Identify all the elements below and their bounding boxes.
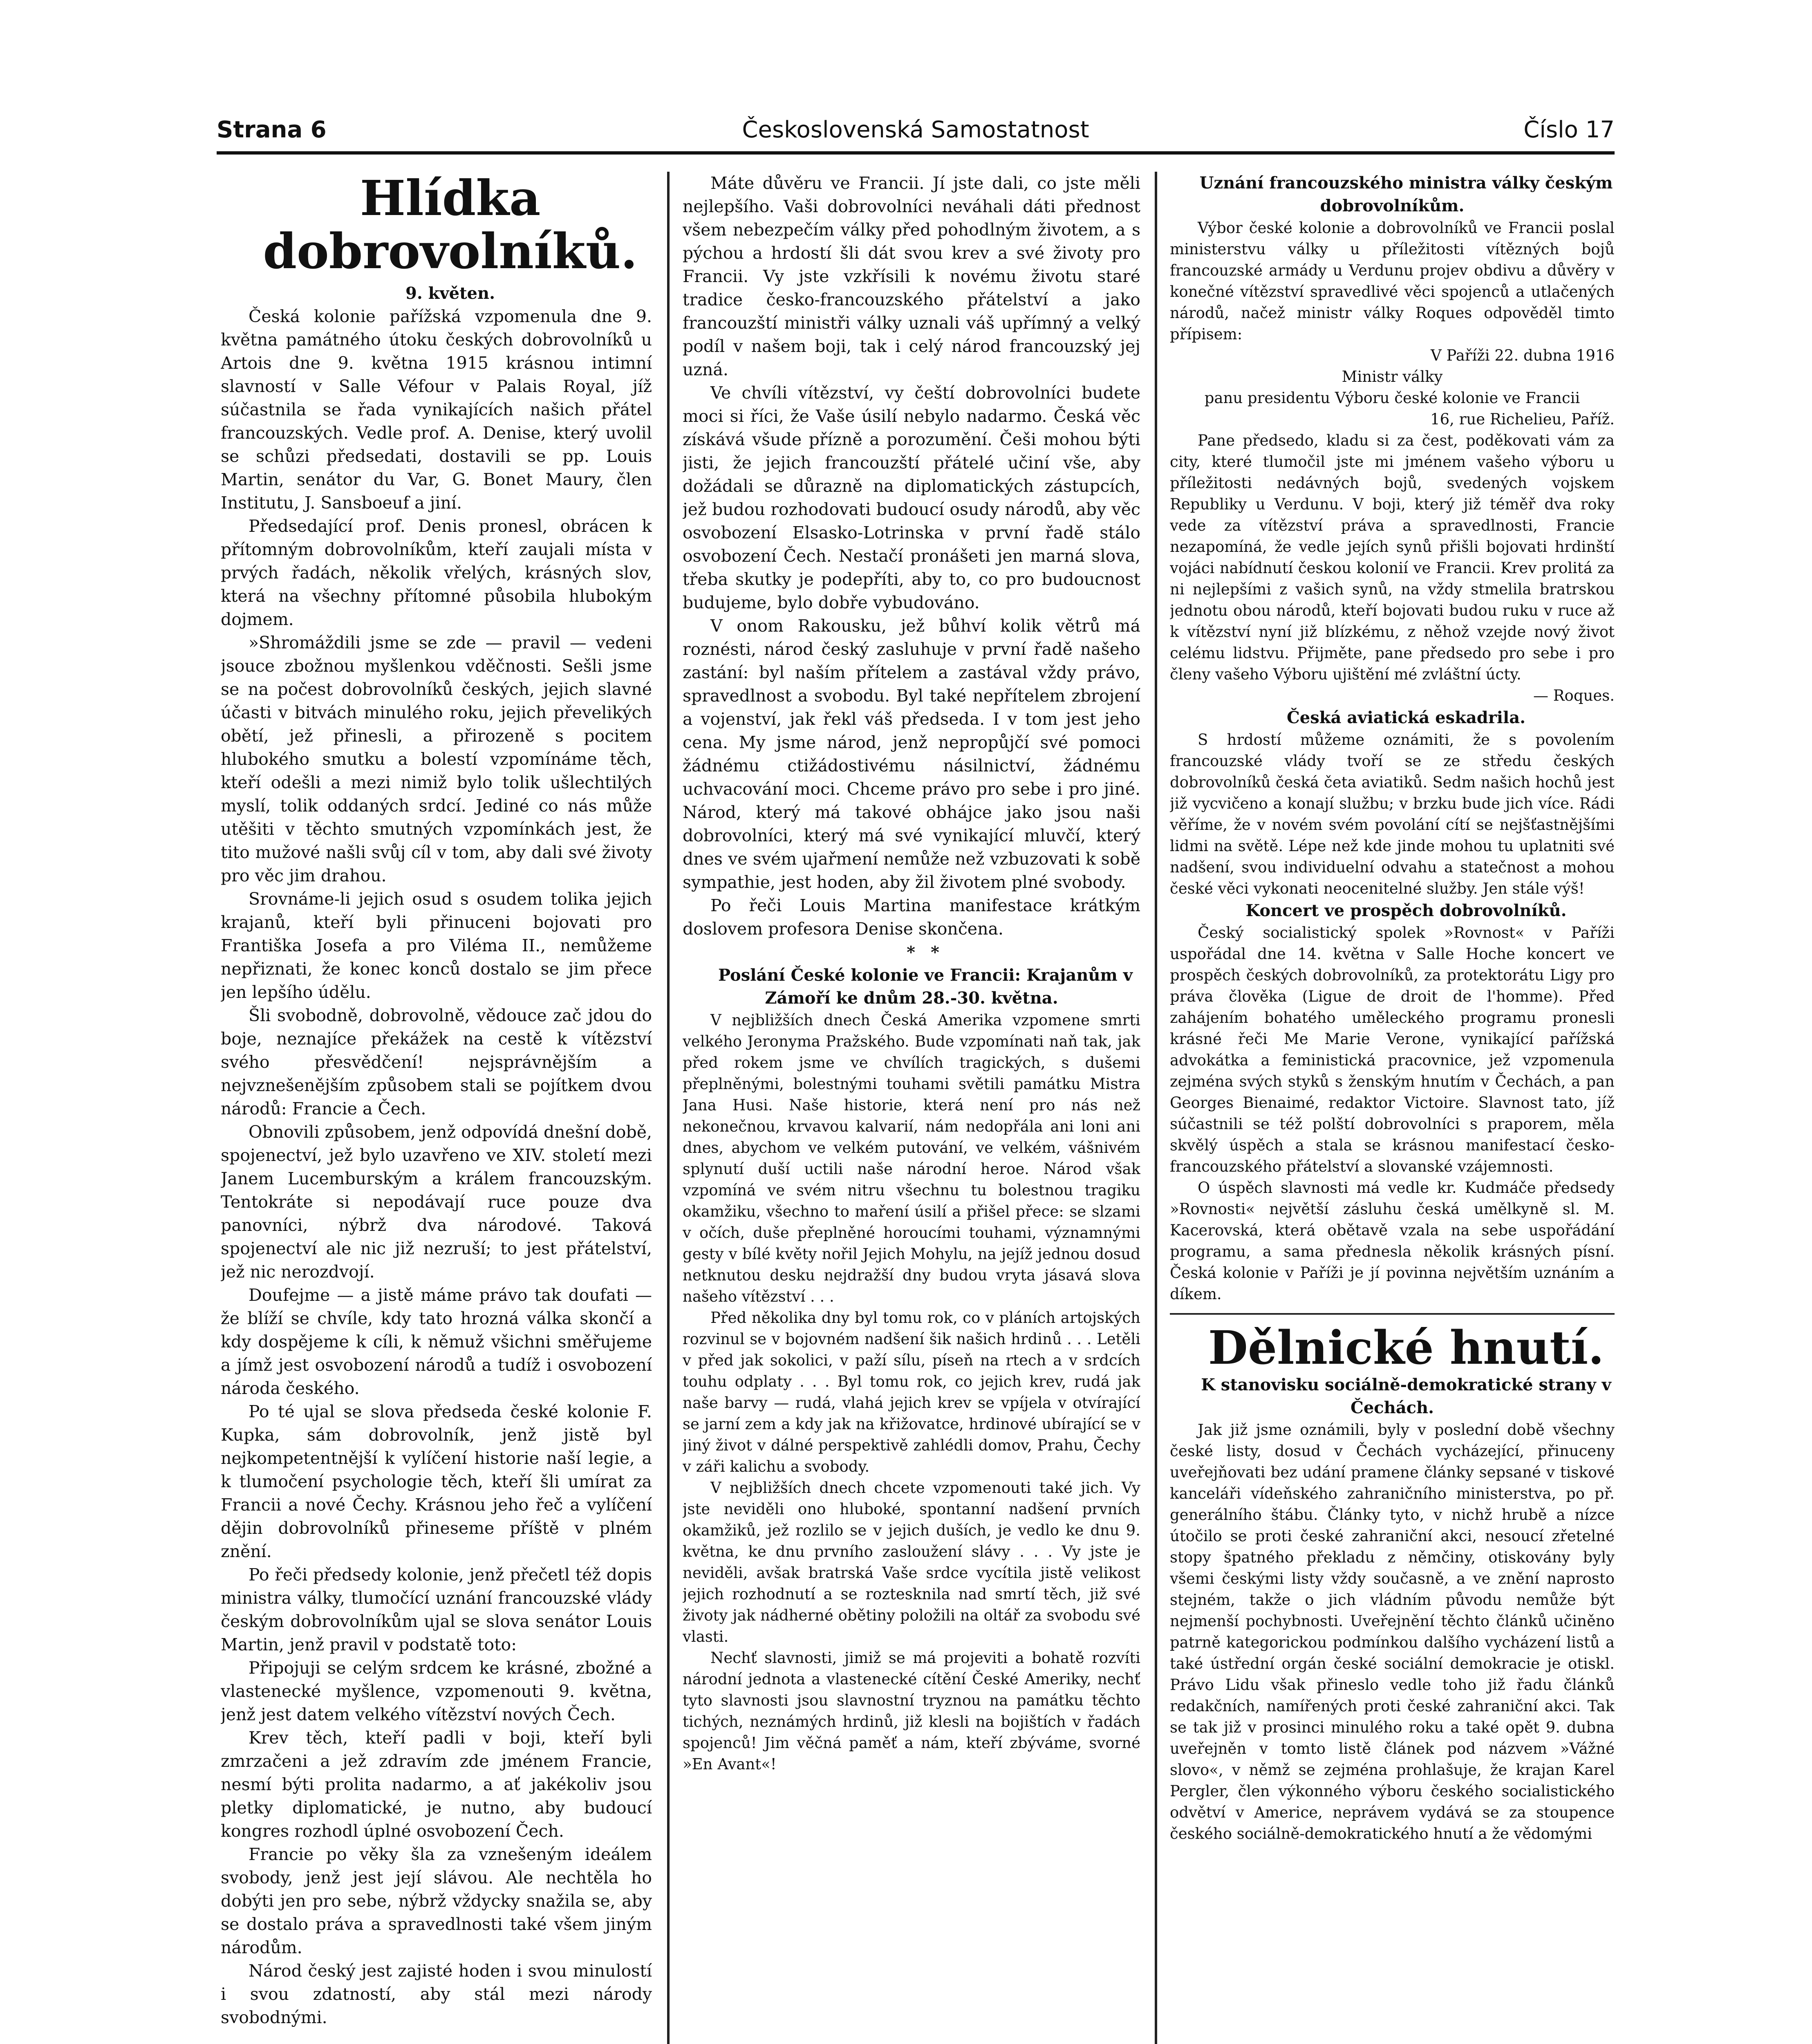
paragraph: Před několika dny byl tomu rok, co v pláních artojských rozvinul se v bojovném nadšení šik našich hrdinů . . . Letěli v před jak sokolici, v paží sílu, píseň na rtech a v srdcích touhu odplaty . . . Byl tomu rok, co jejich krev, rudá jak naše barvy — rudá, vlahá jejich krev se vpíjela v otvírající se jarní zem a kdy jak na křižovatce, hrdinové ubírající se v jiný život v dálné perspektivě zahlédli domov, Prahu, Čechy v záři kalichu a svobody. bbox=[683, 1309, 1140, 1475]
column-1 bbox=[221, 172, 652, 2044]
paragraph: Srovnáme-li jejich osud s osudem tolika jejich krajanů, kteří byli přinuceni bojovati pro Františka Josefa a pro Viléma II., nemůžeme nepřiznati, že konec konců dostalo se jim přece jen lepšího údělu. bbox=[221, 889, 652, 1002]
paragraph: Máte důvěru ve Francii. Jí jste dali, co jste měli nejlepšího. Vaši dobrovolníci neváhali dáti přednost všem nebezpečím války před pohodlným životem, a s pýchou a hrdostí šli dát svou krev a své životy pro Francii. Vy jste vzkřísili k novému životu staré tradice česko-francouzského přátelství a jako francouzští ministři války uznali váš upřímný a velký podíl v našem boji, tak i celý národ francouzský jej uzná. bbox=[683, 173, 1140, 379]
column-2 bbox=[683, 172, 1140, 2044]
paragraph: V nejbližších dnech chcete vzpomenouti také jich. Vy jste neviděli ono hluboké, spontanní nadšení prvních okamžiků, jež rozlilo se v jejich duších, je vedlo ke dnu 9. května, ke dnu prvního zasloužení slávy . . . Vy jste je neviděli, avšak bratrská Vaše srdce vycítila jistě velikost jejich rozhodnutí a se roztesknila nad smrtí těch, již své životy jak nádherné obětiny položili na oltář za svobodu své vlasti. bbox=[683, 1479, 1140, 1645]
paragraph: V nejbližších dnech Česká Amerika vzpomene smrti velkého Jeronyma Pražského. Bude vzpomínati naň tak, jak před rokem jsme ve chvílích tragických, s dušemi přeplněnými, bolestnými touhami světili památku Mistra Jana Husi. Naše historie, která není pro nás než nekonečnou, krvavou kalvarií, nám nedopřála ani loni ani dnes, abychom ve velkém putování, ve velkém, vášnivém splynutí duší uctili naše národní heroe. Národ však vzpomíná ve svém nitru všechnu tu bolestnou tragiku okamžiku, všechno to maření úsilí a přišel přece: se slzami v očích, duše přeplněné horoucími touhami, významnými gesty v bílé květy nořil Jejich Mohylu, na jejíž jednou dosud netknutou desku nejdražší dny budou vryta jásavá slova našeho vítězství . . . bbox=[683, 1011, 1140, 1305]
paragraph: Předsedající prof. Denis pronesl, obrácen k přítomným dobrovolníkům, kteří zaujali místa v prvých řadách, několik vřelých, krásných slov, která na všechny přítomné působila hlubokým dojmem. bbox=[221, 516, 652, 629]
paragraph: O úspěch slavnosti má vedle kr. Kudmáče předsedy »Rovnosti« největší zásluhu česká umělkyně sl. M. Kacerovská, která obětavě vzala na sebe uspořádání programu, a sama přednesla několik krásných písní. Česká kolonie v Paříži je jí povinna největším uznáním a díkem. bbox=[1170, 1179, 1615, 1303]
paragraph: Výbor české kolonie a dobrovolníků ve Francii poslal ministerstvu války u příležitosti vítězných bojů francouzské armády u Verdunu projev obdivu a důvěry v konečné vítězství spravedlivé věci spojenců a utlačených národů, načež ministr války Roques odpověděl timto přípisem: bbox=[1170, 219, 1615, 343]
paragraph: Připojuji se celým srdcem ke krásné, zbožné a vlastenecké myšlence, vzpomenouti 9. května, jenž jest datem velkého vítězství nových Čech. bbox=[221, 1658, 652, 1724]
article-title-line1: Hlídka bbox=[360, 172, 541, 226]
section-title: Uznání francouzského ministra války českým dobrovolníkům. bbox=[1199, 173, 1613, 215]
paragraph: Jak již jsme oznámili, byly v poslední době všechny české listy, dosud v Čechách vycházející, přinuceny uveřejňovati bez udání pramene články sepsané v tiskové kanceláři vídeňského zahraničního ministerstva, po př. generálního štábu. Články tyto, v nichž hrubě a nízce útočilo se proti české zahraniční akci, nesoucí zřetelné stopy špatného překladu z němčiny, otiskovány byly všemi českými listy vždy současně, a ve znění naprosto stejném, takže o jich vládním původu nemůže být nejmenší pochybnosti. Uveřejnění těchto článků učiněno patrně kategorickou podmínkou dalšího vycházení listů a také ústřední orgán české sociální demokracie je otiskl. Právo Lidu však přineslo vedle toho již řadu článků redakčních, namířených proti české zahraniční akci. Tak se tak již v prosinci minulého roku a také opět 9. dubna uveřejněn v tomto listě článek pod názvem »Vážné slovo«, v němž se zejména prohlašuje, že krajan Karel Pergler, člen výkonného výboru českého socialistického odvětví v Americe, neprávem vydává se za stoupence českého sociálně-demokratického hnutí a že vědomými bbox=[1170, 1421, 1615, 1842]
column-3 bbox=[1170, 172, 1615, 2044]
letter-signature: — Roques. bbox=[1533, 687, 1615, 704]
letter-place-date: V Paříži 22. dubna 1916 bbox=[1431, 347, 1615, 364]
letter-address: panu presidentu Výboru české kolonie ve Francii bbox=[1204, 389, 1580, 407]
letter-address: 16, rue Richelieu, Paříž. bbox=[1430, 410, 1615, 428]
section-title: Poslání České kolonie ve Francii: Krajanům v Zámoří ke dnům 28.-30. května. bbox=[718, 966, 1133, 1008]
page-number: Strana 6 bbox=[217, 117, 327, 143]
header-rule bbox=[217, 151, 1615, 155]
paragraph: Francie po věky šla za vznešeným ideálem svobody, jenž jest její slávou. Ale nechtěla ho dobýti jen pro sebe, nýbrž vždycky snažila se, aby se dostalo práva a spravedlnosti také všem jiným národům. bbox=[221, 1845, 652, 1957]
paragraph: »Shromáždili jsme se zde — pravil — vedeni jsouce zbožnou myšlenkou vděčnosti. Sešli jsme se na počest dobrovolníků českých, jejich slavné účasti v bitvách minulého roku, jejich převelikých obětí, jež přinesli, a přirozeně s pocitem hlubokého smutku a bolestí vzpomínáme těch, kteří odešli a mezi nimiž bylo tolik ušlechtilých myslí, tolik oddaných srdcí. Jediné co nás může utěšiti v těchto smutných vzpomínkách jest, že tito mužové našli svůj cíl v tom, aby dali své životy pro věc jim drahou. bbox=[221, 633, 652, 885]
column-divider bbox=[667, 172, 670, 2044]
newspaper-name: Československá Samostatnost bbox=[742, 117, 1089, 143]
paragraph: Česká kolonie pařížská vzpomenula dne 9. května památného útoku českých dobrovolníků u Artois dne 9. května 1915 krásnou intimní slavností v Salle Véfour v Palais Royal, jíž súčastnila se řada vynikajících našich přátel francouzských. Vedle prof. A. Denise, který uvolil se schůzi předsedati, dostavili se pp. Louis Martin, senátor du Var, G. Bonet Maury, člen Institutu, J. Sansboeuf a jiní. bbox=[221, 307, 652, 513]
paragraph: S hrdostí můžeme oznámiti, že s povolením francouzské vlády tvoří se ze středu českých dobrovolníků česká četa aviatiků. Sedm našich hochů jest již vycvičeno a konají službu; v brzku bude jich více. Rádi věříme, že v novém svém povolání cítí se nejšťastnějšími lidmi na světě. Lépe než kde jinde mohou tu uplatniti své nadšení, svou individuelní odvahu a statečnost a mohou české věci vykonati neocenitelné služby. Jen stále výš! bbox=[1170, 731, 1615, 897]
section-rule bbox=[1170, 1313, 1615, 1315]
page-header bbox=[217, 117, 1615, 149]
article-date: 9. květen. bbox=[405, 284, 495, 303]
paragraph: V onom Rakousku, jež bůhví kolik větrů má roznésti, národ český zasluhuje v první řadě našeho zastání: byl naším přítelem a zastával vždy právo, spravedlnost a svobodu. Byl také nepřítelem zbrojení a vojenství, jak řekl váš předseda. I v tom jest jeho cena. My jsme národ, jenž nepropůjčí své pomoci žádnému ctižádostivému násilnictví, žádnému uchvacování moci. Chceme právo pro sebe i pro jiné. Národ, který má takové obhájce jako jsou naši dobrovolníci, který má své vynikající mluvčí, který dnes ve svém ujařmení nemůže než vzbuzovati k sobě sympathie, jest hoden, aby žil životem plné svobody. bbox=[683, 616, 1140, 892]
paragraph: Nechť slavnosti, jimiž se má projeviti a bohatě rozvíti národní jednota a vlastenecké cítění České Ameriky, nechť tyto slavnosti jsou slavnostní tryznou na památku těchto tichých, neznámých hrdinů, již klesli na bojištích v řadách spojenců! Jim věčná paměť a nám, kteří zbýváme, svorné »En Avant«! bbox=[683, 1649, 1140, 1773]
article-title-line2: dobrovolníků. bbox=[263, 223, 638, 280]
column-divider bbox=[1155, 172, 1157, 2044]
paragraph: Doufejme — a jistě máme právo tak doufati — že blíží se chvíle, kdy tato hrozná válka skončí a kdy dospějeme k cíli, k němuž všichni směřujeme a jímž jest osvobození národů a tudíž i osvobození národa českého. bbox=[221, 1285, 652, 1398]
paragraph: Po té ujal se slova předseda české kolonie F. Kupka, sám dobrovolník, jenž jistě byl nejkompetentnější k vylíčení historie naší legie, a k tlumočení psychologie těch, kteří šli umírat za Francii a nové Čechy. Krásnou jeho řeč a vylíčení dějin dobrovolníků přineseme příště v plném znění. bbox=[221, 1402, 652, 1561]
section-title: Česká aviatická eskadrila. bbox=[1286, 708, 1526, 727]
paragraph: Pane předsedo, kladu si za čest, poděkovati vám za city, které tlumočil jste mi jménem vašeho výboru u příležitosti nedávných bojů, svedených vojskem Republiky u Verdunu. V boji, který již téměř dva roky vede za vítězství práva a spravedlnosti, Francie nezapomíná, že vedle jejích synů přišli bojovati hrdinští vojáci nabídnutí českou kolonií ve Francii. Krev prolitá za ni nejlepšími z vašich synů, na vždy stmelila bratrskou jednotu obou národů, kteří bojovati budou ruku v ruce až k vítězství nyní již blízkému, z něhož vzejde nový život celému lidstvu. Přijměte, pane předsedo pro sebe i pro členy vašeho Výboru ujištění mé zvláštní úcty. bbox=[1170, 432, 1615, 683]
paragraph: Obnovili způsobem, jenž odpovídá dnešní době, spojenectví, jež bylo uzavřeno ve XIV. století mezi Janem Lucemburským a králem francouzským. Tentokráte si nepodávají ruce pouze dva panovníci, nýbrž dva národové. Taková spojenectví ale nic již nezruší; to jest přátelství, jež nic nerozdvojí. bbox=[221, 1122, 652, 1282]
paragraph: Národ český jest zajisté hoden i svou minulostí i svou zdatností, aby stál mezi národy svobodnými. bbox=[221, 1961, 652, 2027]
section-separator: * * bbox=[907, 943, 944, 962]
section-title: K stanovisku sociálně-demokratické strany v Čechách. bbox=[1201, 1375, 1611, 1417]
letter-sender: Ministr války bbox=[1342, 368, 1443, 385]
paragraph: Šli svobodně, dobrovolně, vědouce zač jdou do boje, neznajíce překážek na cestě k vítězství svého přesvědčení! nejsprávnějším a nejvznešenějším způsobem stali se pojítkem dvou národů: Francie a Čech. bbox=[221, 1006, 652, 1118]
section-title: Koncert ve prospěch dobrovolníků. bbox=[1245, 901, 1567, 920]
paragraph: Po řeči Louis Martina manifestace krátkým doslovem profesora Denise skončena. bbox=[683, 896, 1140, 939]
paragraph: Po řeči předsedy kolonie, jenž přečetl též dopis ministra války, tlumočící uznání francouzské vlády českým dobrovolníkům ujal se slova senátor Louis Martin, jenž pravil v podstatě toto: bbox=[221, 1565, 652, 1654]
paragraph: Krev těch, kteří padli v boji, kteří byli zmrzačeni a jež zdravím zde jménem Francie, nesmí býti prolita nadarmo, a ať jakékoliv jsou pletky diplomatické, je nutno, aby budoucí kongres rozhodl úplné osvobození Čech. bbox=[221, 1728, 652, 1841]
paragraph: Český socialistický spolek »Rovnost« v Paříži uspořádal dne 14. května v Salle Hoche koncert ve prospěch českých dobrovolníků, za protektorátu Ligy pro práva člověka (Ligue de droit de l'homme). Před zahájením bohatého uměleckého programu pronesli krásné řeči Me Marie Verone, vynikající pařížská advokátka a feministická pracovnice, jež vzpomenula zejména svých styků s ženským hnutím v Čechách, a pan Georges Bienaimé, redaktor Victoire. Slavnost tato, jíž súčastnili se též polští dobrovolníci s praporem, měla skvělý úspěch a stala se krásnou manifestací česko-francouzského přátelství a slovanské vzájemnosti. bbox=[1170, 924, 1615, 1175]
article-title: Dělnické hnutí. bbox=[1208, 1321, 1604, 1375]
issue-number: Číslo 17 bbox=[1523, 117, 1615, 143]
paragraph: Ve chvíli vítězství, vy čeští dobrovolníci budete moci si říci, že Vaše úsilí nebylo nadarmo. Česká věc získává všude přízně a porozumění. Češi mohou býti jisti, že jejich francouzští přátelé učiní vše, aby dožádali se důrazně na diplomatických zástupcích, jež budou rozhodovati budoucí osudy národů, aby věc osvobození Elsasko-Lotrinska v první řadě stálo osvobození Čech. Nestačí pronášeti jen marná slova, třeba skutky je podepříti, aby to, co pro budoucnost budujeme, bylo dobře vybudováno. bbox=[683, 383, 1140, 612]
